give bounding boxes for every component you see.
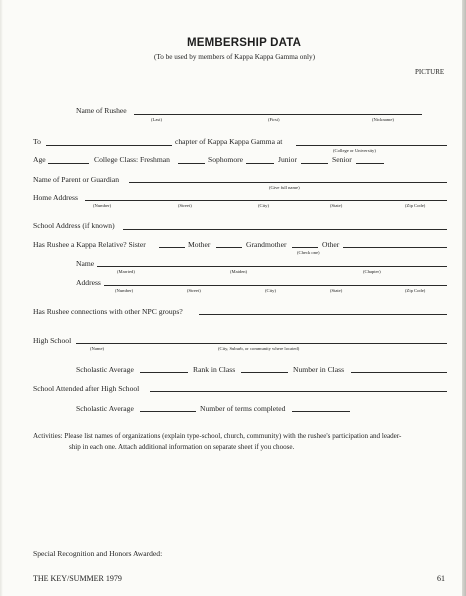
form-subtitle: (To be used by members of Kappa Kappa Gamma only) [154, 53, 315, 61]
senior-field[interactable] [356, 163, 384, 164]
caption-full-name: (Give full name) [269, 185, 300, 190]
other-field[interactable] [343, 247, 447, 248]
caption-check-one: (Check one) [297, 250, 320, 255]
caption-home-number: (Number) [93, 203, 112, 208]
caption-home-state: (State) [330, 203, 343, 208]
caption-maiden: (Maiden) [230, 269, 248, 274]
caption-nickname: (Nickname) [372, 117, 394, 122]
grandmother-label: Grandmother [246, 240, 287, 249]
special-recognition-area[interactable] [33, 559, 447, 573]
school-after-hs-field[interactable] [150, 391, 447, 392]
home-address-label: Home Address [33, 193, 78, 202]
relative-name-label: Name [76, 259, 95, 268]
footer-publication: THE KEY/SUMMER 1979 [33, 574, 122, 583]
to-label: To [33, 137, 41, 146]
caption-home-street: (Street) [178, 203, 192, 208]
parent-guardian-label: Name of Parent or Guardian [33, 175, 120, 184]
caption-hs-city: (City, Suburb, or community where located) [218, 346, 300, 351]
number-in-class-field[interactable] [351, 372, 447, 373]
grandmother-field[interactable] [292, 247, 318, 248]
after-scholastic-average-field[interactable] [140, 411, 196, 412]
page-right-edge [462, 0, 466, 596]
terms-completed-label: Number of terms completed [200, 404, 286, 413]
mother-label: Mother [188, 240, 211, 249]
caption-first: (First) [268, 117, 280, 122]
relative-name-field[interactable] [97, 266, 447, 267]
number-in-class-label: Number in Class [293, 365, 345, 374]
relative-address-field[interactable] [104, 285, 447, 286]
chapter-label: chapter of Kappa Kappa Gamma at [175, 137, 283, 146]
rank-in-class-field[interactable] [241, 372, 288, 373]
caption-last: (Last) [151, 117, 162, 122]
age-field[interactable] [48, 163, 89, 164]
relative-address-label: Address [76, 278, 101, 287]
to-field[interactable] [46, 145, 172, 146]
college-field[interactable] [296, 145, 447, 146]
npc-groups-label: Has Rushee connections with other NPC groups? [33, 307, 183, 316]
terms-completed-field[interactable] [292, 411, 350, 412]
school-after-hs-label: School Attended after High School [33, 384, 140, 393]
name-of-rushee-label: Name of Rushee [76, 106, 127, 115]
sophomore-label: Sophomore [208, 155, 244, 164]
school-address-field[interactable] [123, 229, 447, 230]
college-class-label: College Class: Freshman [94, 155, 170, 164]
caption-college: (College or University) [333, 148, 376, 153]
activities-line-2: ship in each one. Attach additional information on separate sheet if you choose. [69, 443, 295, 451]
picture-label: PICTURE [415, 68, 445, 76]
home-address-field[interactable] [85, 200, 447, 201]
caption-rel-city: (City) [265, 288, 276, 293]
mother-field[interactable] [216, 247, 242, 248]
form-title: MEMBERSHIP DATA [187, 37, 302, 49]
npc-groups-field[interactable] [199, 314, 447, 315]
caption-home-zip: (Zip Code) [405, 203, 426, 208]
caption-rel-number: (Number) [115, 288, 134, 293]
page-left-edge [0, 0, 3, 596]
caption-rel-zip: (Zip Code) [405, 288, 426, 293]
other-label: Other [322, 240, 340, 249]
sister-field[interactable] [159, 247, 185, 248]
parent-guardian-field[interactable] [129, 182, 447, 183]
high-school-field[interactable] [76, 343, 447, 344]
after-scholastic-average-label: Scholastic Average [76, 404, 134, 413]
activities-response-area[interactable] [33, 455, 447, 543]
freshman-field[interactable] [178, 163, 205, 164]
age-label: Age [33, 155, 46, 164]
activities-line-1: Activities: Please list names of organizations (explain type-school, church, community) with the rushee's participation and leader- [33, 432, 402, 440]
caption-rel-state: (State) [330, 288, 343, 293]
kappa-relative-label: Has Rushee a Kappa Relative? Sister [33, 240, 146, 249]
special-recognition-label: Special Recognition and Honors Awarded: [33, 549, 163, 558]
caption-rel-street: (Street) [187, 288, 201, 293]
caption-home-city: (City) [258, 203, 269, 208]
high-school-label: High School [33, 336, 72, 345]
caption-hs-name: (Name) [90, 346, 105, 351]
caption-chapter: (Chapter) [363, 269, 381, 274]
rank-in-class-label: Rank in Class [193, 365, 236, 374]
caption-married: (Married) [117, 269, 135, 274]
senior-label: Senior [332, 155, 352, 164]
hs-scholastic-average-field[interactable] [140, 372, 188, 373]
hs-scholastic-average-label: Scholastic Average [76, 365, 134, 374]
junior-field[interactable] [301, 163, 328, 164]
junior-label: Junior [278, 155, 297, 164]
sophomore-field[interactable] [246, 163, 274, 164]
name-of-rushee-field[interactable] [134, 114, 422, 115]
school-address-label: School Address (if known) [33, 221, 115, 230]
page-number: 61 [437, 574, 445, 583]
